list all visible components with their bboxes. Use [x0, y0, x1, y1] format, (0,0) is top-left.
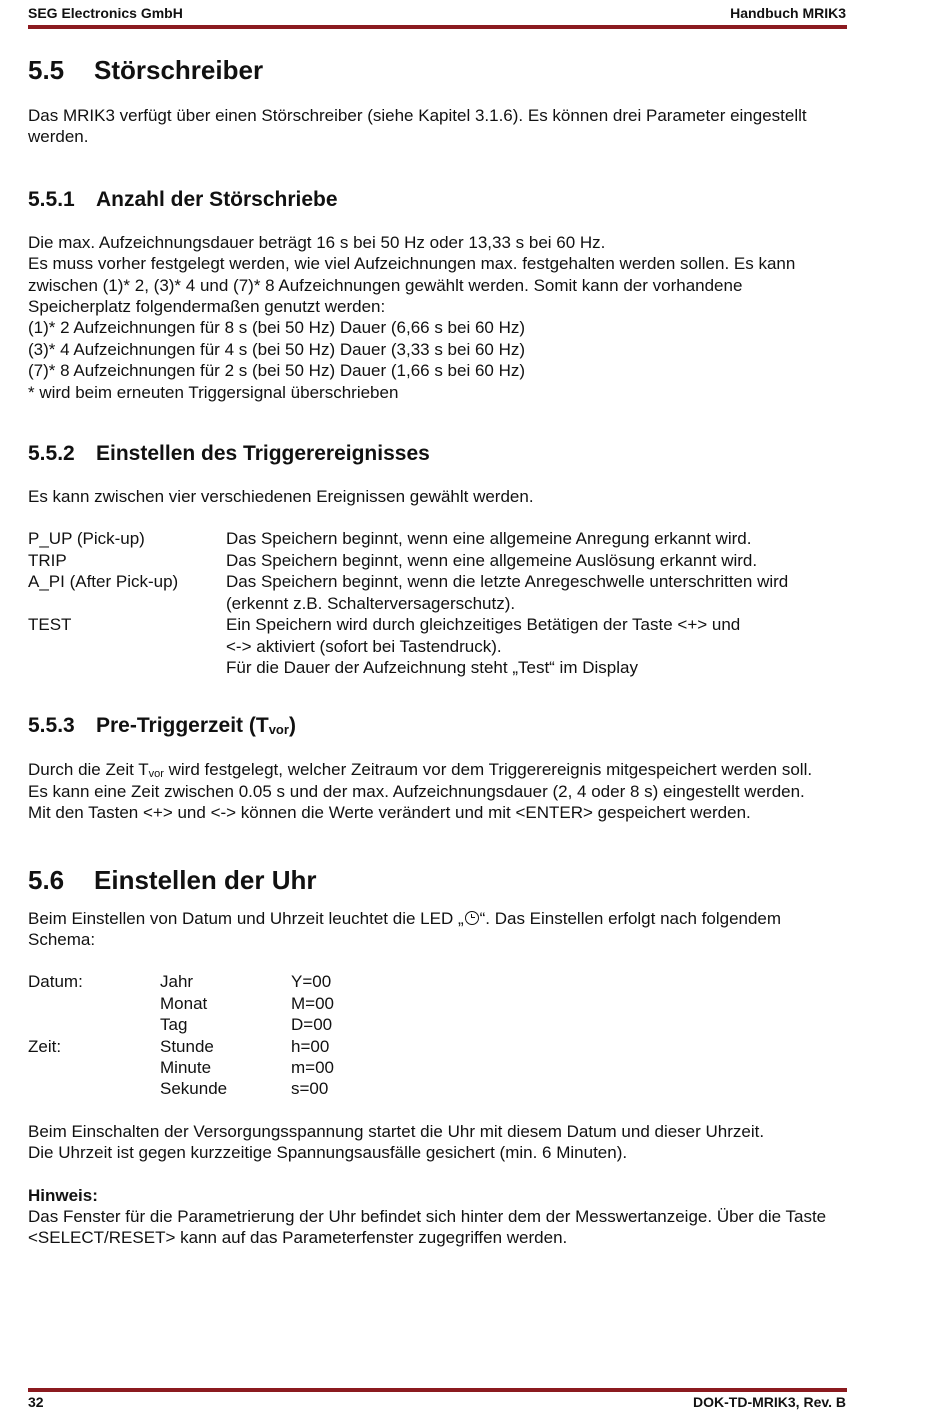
clock-row — [28, 1057, 846, 1078]
clock-note-2: Die Uhrzeit ist gegen kurzzeitige Spannungsausfälle gesichert (min. 6 Minuten). — [28, 1143, 628, 1163]
clock-value: D=00 — [291, 1015, 333, 1035]
section-number: 5.6 — [28, 864, 65, 895]
hint-text: Das Fenster für die Parametrierung der Uhr befindet sich hinter dem der Messwertanzeige. Über die Taste <SELECT/RESET> kann auf das Parameterfenster zugegriffen werden. — [28, 1207, 827, 1248]
section-title-pre: Pre-Triggerzeit (T — [96, 714, 269, 738]
trigger-desc-line: Für die Dauer der Aufzeichnung steht „Test“ im Display — [226, 657, 638, 677]
clock-row — [28, 1036, 846, 1057]
hint-label-text: Hinweis: — [28, 1185, 98, 1205]
trigger-row — [28, 571, 846, 614]
page-footer — [28, 1394, 846, 1412]
trigger-desc — [226, 550, 846, 571]
trigger-key: TEST — [28, 615, 72, 635]
document-id: DOK-TD-MRIK3, Rev. B — [693, 1394, 846, 1410]
clock-value: M=00 — [291, 993, 334, 1013]
section-5-6-intro — [28, 908, 828, 951]
trigger-desc — [226, 614, 846, 678]
trigger-row — [28, 614, 846, 678]
trigger-desc-line: Das Speichern beginnt, wenn die letzte Anregeschwelle unterschritten wird — [226, 572, 789, 592]
paragraph: Es muss vorher festgelegt werden, wie viel Aufzeichnungen max. festgehalten werden sollen. Es kann zwischen (1)* 2, (3)* 4 und (7)* 8 Aufzeichnungen gewählt werden. Somit kann der vorhandene Speicherplatz folgendermaßen genutzt werden: — [28, 254, 796, 317]
section-5-5-3-heading — [28, 712, 846, 740]
section-5-5-2-intro: Es kann zwischen vier verschiedenen Ereignissen gewählt werden. — [28, 487, 534, 507]
clock-group — [28, 1078, 160, 1099]
text: wird festgelegt, welcher Zeitraum vor dem Triggerereignis mitgespeichert werden soll. Es kann eine Zeit zwischen 0.05 s und der max. Aufzeichnungsdauer (2, 4 oder 8 s) eingestellt werden. Mit den Tasten <+> und <-> können die Werte verändert und mit <ENTER> gespeichert werden. — [28, 760, 813, 823]
trigger-desc-line: (erkennt z.B. Schalterversagerschutz). — [226, 593, 516, 613]
clock-row — [28, 971, 846, 992]
manual-title: Handbuch MRIK3 — [730, 5, 846, 21]
section-5-5-heading — [28, 52, 846, 88]
clock-value: m=00 — [291, 1057, 334, 1077]
clock-row — [28, 993, 846, 1014]
trigger-desc-line: Ein Speichern wird durch gleichzeitiges Betätigen der Taste <+> und — [226, 615, 741, 635]
section-5-5-3-body — [28, 759, 828, 823]
subscript: vor — [148, 768, 164, 781]
trigger-table — [28, 528, 846, 678]
trigger-desc-line: <-> aktiviert (sofort bei Tastendruck). — [226, 636, 502, 656]
footer-rule — [28, 1388, 847, 1392]
trigger-key: P_UP (Pick-up) — [28, 529, 145, 549]
section-title: Einstellen des Triggerereignisses — [96, 442, 430, 466]
section-number: 5.5.2 — [28, 442, 75, 466]
trigger-row — [28, 528, 846, 549]
clock-value: Y=00 — [291, 972, 332, 992]
section-5-6-heading — [28, 862, 846, 898]
clock-icon — [465, 911, 479, 925]
clock-row — [28, 1014, 846, 1035]
trigger-row — [28, 550, 846, 571]
trigger-desc-line: Das Speichern beginnt, wenn eine allgemeine Anregung erkannt wird. — [226, 529, 752, 549]
list-item: (3)* 4 Aufzeichnungen für 4 s (bei 50 Hz) Dauer (3,33 s bei 60 Hz) — [28, 339, 526, 359]
clock-field: Jahr — [160, 972, 194, 992]
clock-field: Minute — [160, 1057, 212, 1077]
section-title: Anzahl der Störschriebe — [96, 187, 338, 211]
company-name: SEG Electronics GmbH — [28, 5, 183, 21]
paragraph: Die max. Aufzeichnungsdauer beträgt 16 s bei 50 Hz oder 13,33 s bei 60 Hz. — [28, 232, 606, 252]
page-header — [28, 5, 846, 25]
footnote: * wird beim erneuten Triggersignal überschrieben — [28, 382, 399, 402]
text: Durch die Zeit T — [28, 760, 149, 780]
trigger-key: TRIP — [28, 550, 67, 570]
clock-field: Monat — [160, 993, 208, 1013]
header-rule — [28, 25, 847, 29]
section-number: 5.5.3 — [28, 714, 75, 738]
section-5-5-1-body — [28, 232, 846, 403]
clock-group: Zeit: — [28, 1036, 62, 1056]
list-item: (7)* 8 Aufzeichnungen für 2 s (bei 50 Hz) Dauer (1,66 s bei 60 Hz) — [28, 361, 526, 381]
section-number: 5.5.1 — [28, 187, 75, 211]
subscript: vor — [268, 722, 289, 738]
section-number: 5.5 — [28, 55, 65, 85]
page-number: 32 — [28, 1394, 44, 1410]
section-5-5-2-heading — [28, 440, 846, 468]
clock-note-1: Beim Einschalten der Versorgungsspannung startet die Uhr mit diesem Datum und dieser Uhrzeit. — [28, 1121, 765, 1141]
clock-group — [28, 1057, 160, 1078]
trigger-key: A_PI (After Pick-up) — [28, 572, 179, 592]
section-5-5-1-heading — [28, 186, 846, 214]
clock-value: h=00 — [291, 1036, 330, 1056]
section-title: Einstellen der Uhr — [94, 864, 317, 895]
section-5-5-intro: Das MRIK3 verfügt über einen Störschreiber (siehe Kapitel 3.1.6). Es können drei Parameter eingestellt werden. — [28, 106, 807, 147]
clock-field: Stunde — [160, 1036, 214, 1056]
clock-row — [28, 1078, 846, 1099]
trigger-desc — [226, 528, 846, 549]
clock-field: Tag — [160, 1015, 188, 1035]
text: Beim Einstellen von Datum und Uhrzeit leuchtet die LED „ — [28, 908, 464, 928]
text: “. Das Einstellen erfolgt nach folgendem Schema: — [28, 908, 782, 949]
section-title-post: ) — [288, 714, 296, 738]
clock-group — [28, 1014, 160, 1035]
page-content — [28, 50, 846, 1249]
clock-schema — [28, 971, 846, 1099]
clock-field: Sekunde — [160, 1079, 228, 1099]
clock-group — [28, 993, 160, 1014]
list-item: (1)* 2 Aufzeichnungen für 8 s (bei 50 Hz) Dauer (6,66 s bei 60 Hz) — [28, 318, 526, 338]
trigger-desc-line: Das Speichern beginnt, wenn eine allgemeine Auslösung erkannt wird. — [226, 550, 758, 570]
clock-group: Datum: — [28, 972, 83, 992]
section-title: Störschreiber — [94, 55, 264, 85]
hint-label — [28, 1185, 846, 1206]
clock-value: s=00 — [291, 1079, 329, 1099]
trigger-desc — [226, 571, 846, 614]
